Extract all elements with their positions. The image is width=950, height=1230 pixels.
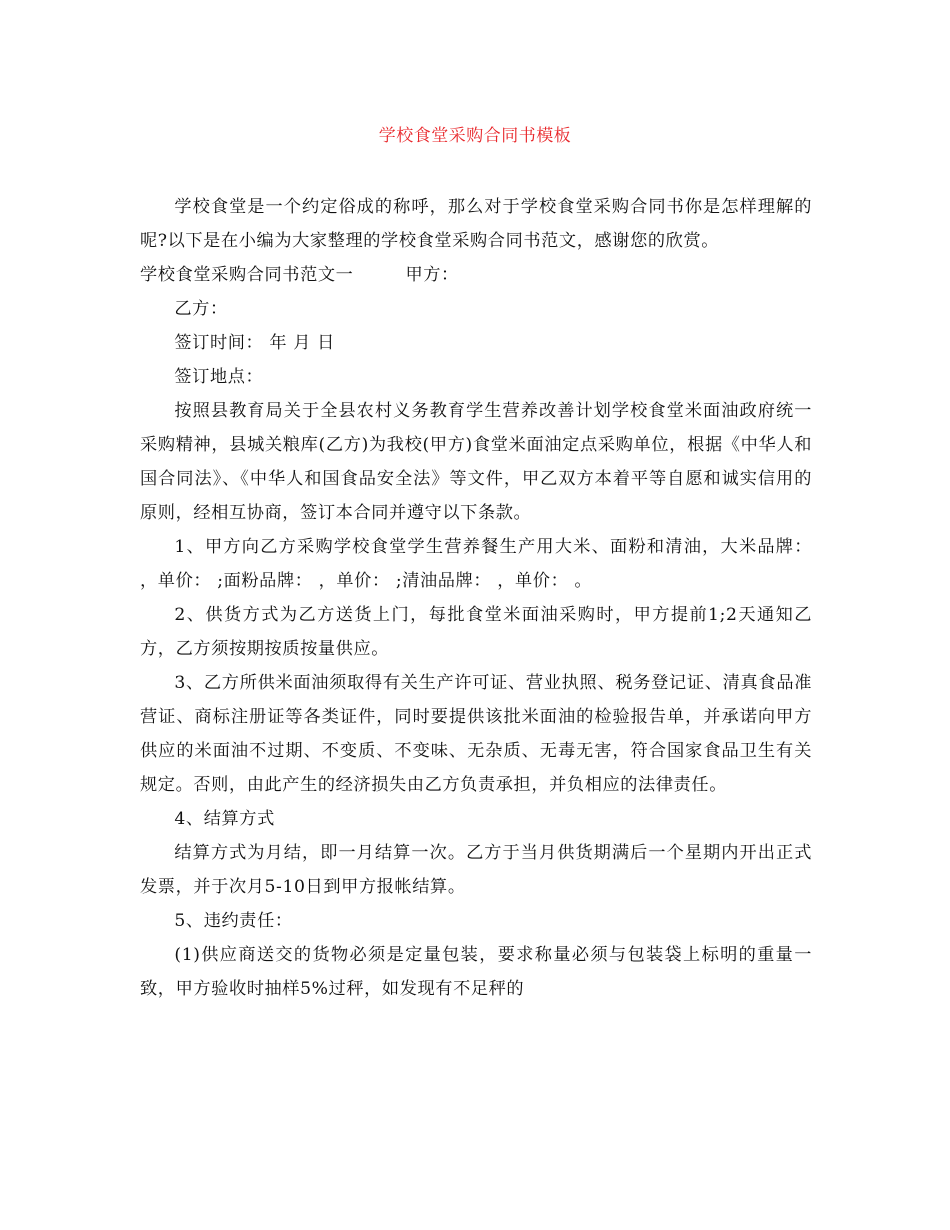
sample-heading-line <box>140 258 812 292</box>
clause-4-heading: 4、结算方式 <box>174 809 275 829</box>
clause-3: 3、乙方所供米面油须取得有关生产许可证、营业执照、税务登记证、清真食品准营证、商标注册证等各类证件，同时要提供该批米面油的检验报告单，并承诺向甲方供应的米面油不过期、不变质、不变味、无杂质、无毒无害，符合国家食品卫生有关规定。否则，由此产生的经济损失由乙方负责承担，并负相应的法律责任。 <box>140 673 812 795</box>
party-a-label: 甲方： <box>405 265 459 285</box>
sign-place-label: 签订地点： <box>174 367 264 387</box>
clause-2: 2、供货方式为乙方送货上门，每批食堂米面油采购时，甲方提前1;2天通知乙方，乙方须按期按质按量供应。 <box>140 605 812 659</box>
party-b-label: 乙方： <box>174 299 228 319</box>
document-body <box>140 190 812 1006</box>
sample-heading: 学校食堂采购合同书范文一 <box>140 265 354 285</box>
sign-time-label: 签订时间： 年 月 日 <box>174 333 335 353</box>
clause-5-item-1: (1)供应商送交的货物必须是定量包装，要求称量必须与包装袋上标明的重量一致，甲方验收时抽样5%过秤，如发现有不足秤的 <box>140 945 812 999</box>
document-title: 学校食堂采购合同书模板 <box>378 126 572 146</box>
clause-5-heading: 5、违约责任： <box>174 911 293 931</box>
preamble-paragraph: 按照县教育局关于全县农村义务教育学生营养改善计划学校食堂米面油政府统一采购精神，县城关粮库(乙方)为我校(甲方)食堂米面油定点采购单位，根据《中华人和国合同法》、《中华人和国食品安全法》等文件，甲乙双方本着平等自愿和诚实信用的原则，经相互协商，签订本合同并遵守以下条款。 <box>140 401 812 523</box>
intro-paragraph: 学校食堂是一个约定俗成的称呼，那么对于学校食堂采购合同书你是怎样理解的呢?以下是在小编为大家整理的学校食堂采购合同书范文，感谢您的欣赏。 <box>140 197 812 251</box>
clause-1: 1、甲方向乙方采购学校食堂学生营养餐生产用大米、面粉和清油，大米品牌： ，单价： ;面粉品牌： ，单价： ;清油品牌： ，单价： 。 <box>140 537 812 591</box>
clause-4-body: 结算方式为月结，即一月结算一次。乙方于当月供货期满后一个星期内开出正式发票，并于次月5-10日到甲方报帐结算。 <box>140 843 812 897</box>
